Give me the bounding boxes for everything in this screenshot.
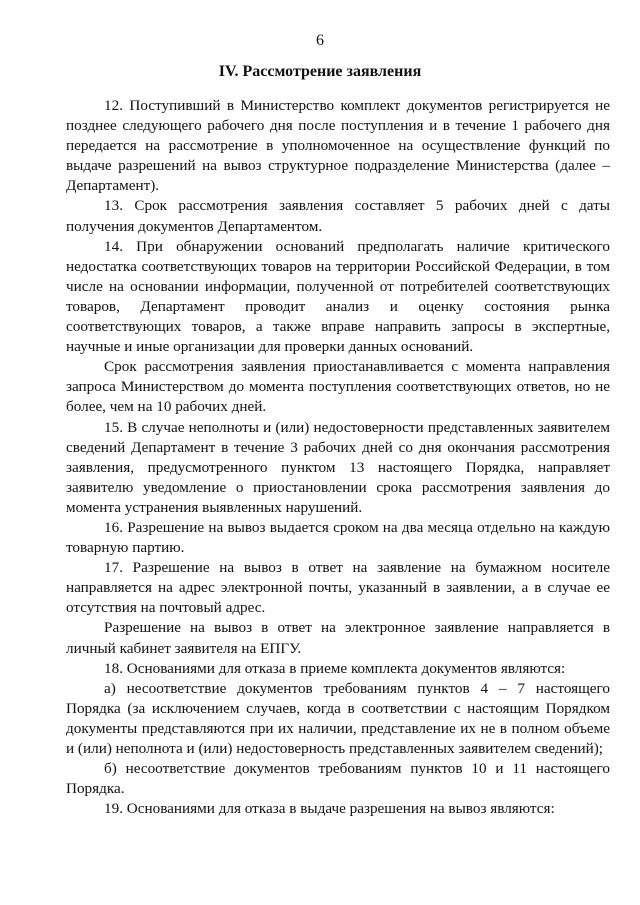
paragraph-13: 13. Срок рассмотрения заявления составляет 5 рабочих дней с даты получения документов Департаментом. <box>66 197 610 235</box>
page-number: 6 <box>316 32 324 49</box>
document-body <box>66 96 610 819</box>
paragraph-14: 14. При обнаружении оснований предполагать наличие критического недостатка соответствующих товаров на территории Российской Федерации, в том числе на основании информации, полученной от потребителей соответствующих товаров, Департамент проводит анализ и оценку состояния рынка соответствующих товаров, а также вправе направить запросы в экспертные, научные и иные организации для проверки данных оснований. <box>66 237 610 356</box>
paragraph-12: 12. Поступивший в Министерство комплект документов регистрируется не позднее следующего рабочего дня после поступления и в течение 1 рабочего дня передается на рассмотрение в уполномоченное на осуществление функций по выдаче разрешений на вывоз структурное подразделение Министерства (далее – Департамент). <box>66 97 610 195</box>
paragraph-15: 15. В случае неполноты и (или) недостоверности представленных заявителем сведений Департамент в течение 3 рабочих дней со дня окончания рассмотрения заявления, предусмотренного пунктом 13 настоящего Порядка, направляет заявителю уведомление о приостановлении срока рассмотрения заявления до момента устранения выявленных нарушений. <box>66 418 610 516</box>
paragraph-18: 18. Основаниями для отказа в приеме комплекта документов являются: <box>104 659 566 677</box>
paragraph-17-electronic: Разрешение на вывоз в ответ на электронное заявление направляется в личный кабинет заявителя на ЕПГУ. <box>66 619 610 657</box>
paragraph-18-a: а) несоответствие документов требованиям пунктов 4 – 7 настоящего Порядка (за исключением случаев, когда в соответствии с настоящим Порядком документы представляются при их наличии, представление их не в полном объеме и (или) неполнота и (или) недостоверность представленных заявителем сведений); <box>66 679 610 757</box>
paragraph-14-suspension: Срок рассмотрения заявления приостанавливается с момента направления запроса Министерством до момента поступления соответствующих ответов, но не более, чем на 10 рабочих дней. <box>66 358 610 416</box>
paragraph-16: 16. Разрешение на вывоз выдается сроком на два месяца отдельно на каждую товарную партию. <box>66 518 610 557</box>
section-title: IV. Рассмотрение заявления <box>218 63 422 80</box>
paragraph-17: 17. Разрешение на вывоз в ответ на заявление на бумажном носителе направляется на адрес электронной почты, указанный в заявлении, а в случае ее отсутствия на почтовый адрес. <box>66 559 610 617</box>
paragraph-18-b: б) несоответствие документов требованиям пунктов 10 и 11 настоящего Порядка. <box>66 760 610 798</box>
paragraph-19: 19. Основаниями для отказа в выдаче разрешения на вывоз являются: <box>104 800 555 818</box>
